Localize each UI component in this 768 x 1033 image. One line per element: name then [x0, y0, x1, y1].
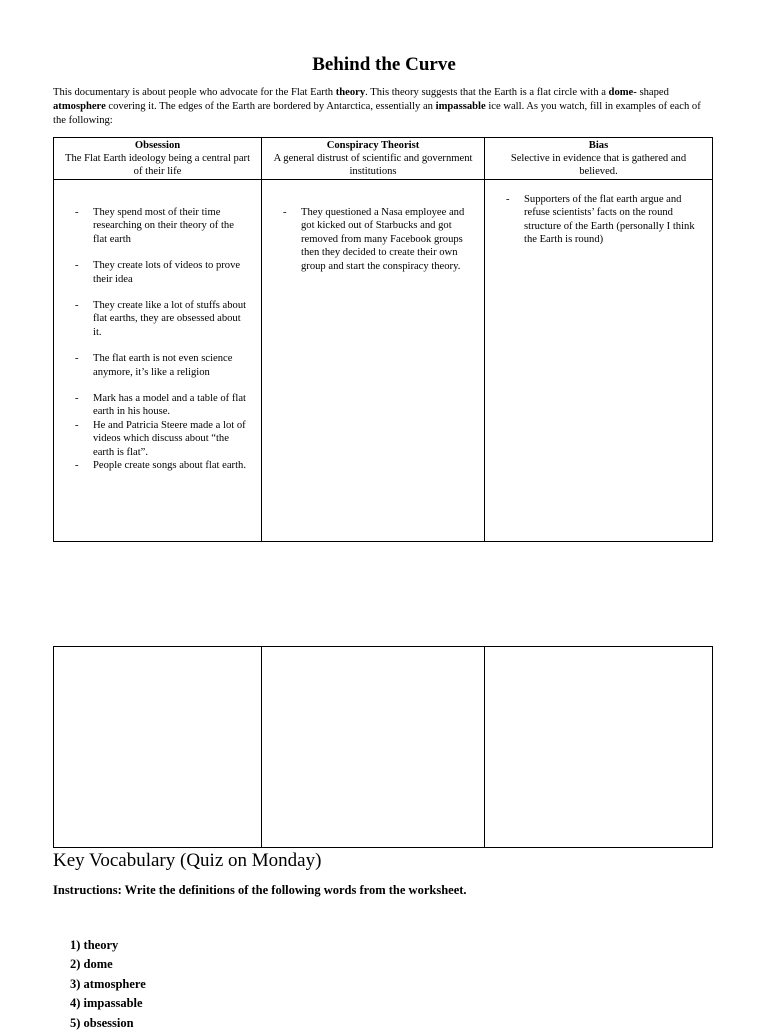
vocabulary-word: 3) atmosphere	[70, 976, 146, 991]
header-row	[54, 138, 713, 180]
vocabulary-word: 1) theory	[70, 938, 119, 952]
blank-cell[interactable]	[262, 647, 485, 848]
list-item: - The flat earth is not even science anymore, it’s like a religion	[75, 352, 249, 379]
intro-keyword-impassable: impassable	[435, 101, 486, 112]
list-item: - They create like a lot of stuffs about flat earths, they are obsessed about it.	[75, 299, 249, 339]
answers-row	[54, 180, 713, 542]
intro-text: covering it. The edges of the Earth are bordered by Antarctica, essentially an	[105, 101, 436, 112]
list-item: - They spend most of their time researching on their theory of the flat earth	[75, 206, 249, 246]
header-description: Selective in evidence that is gathered and believed.	[510, 153, 687, 177]
obsession-list	[54, 180, 261, 473]
header-title: Conspiracy Theorist	[326, 140, 420, 151]
intro-text: This documentary is about people who advocate for the Flat Earth	[53, 87, 336, 98]
bias-list	[485, 180, 712, 247]
vocabulary-word: 2) dome	[70, 957, 113, 972]
list-item: - Supporters of the flat earth argue and refuse scientists’ facts on the round structure of the Earth (personally I think the Earth is round)	[506, 193, 698, 247]
intro-keyword-atmosphere: atmosphere	[53, 101, 106, 112]
examples-table	[53, 137, 713, 542]
header-description: A general distrust of scientific and government institutions	[273, 153, 473, 177]
intro-text: . This theory suggests that the Earth is a flat circle with a	[365, 87, 609, 98]
intro-keyword-dome: dome-	[608, 87, 637, 98]
header-description: The Flat Earth ideology being a central part of their life	[64, 153, 251, 177]
header-title: Obsession	[134, 140, 181, 151]
list-item: - He and Patricia Steere made a lot of videos which discuss about “the earth is flat”.	[75, 419, 249, 459]
vocabulary-word: 5) obsession	[70, 1015, 134, 1030]
header-title: Bias	[588, 140, 609, 151]
list-item: - They create lots of videos to prove their idea	[75, 259, 249, 286]
list-item: - Mark has a model and a table of flat earth in his house.	[75, 392, 249, 419]
bias-cell[interactable]	[485, 180, 713, 542]
list-item: - People create songs about flat earth.	[75, 459, 249, 472]
intro-text: shaped	[636, 87, 669, 98]
intro-text: ice wall. As you watch, fill in examples of each of the following:	[53, 101, 701, 126]
vocabulary-heading: Key Vocabulary (Quiz on Monday)	[53, 850, 322, 871]
intro-keyword-theory: theory	[335, 87, 366, 98]
header-bias	[485, 138, 713, 180]
vocabulary-list	[70, 936, 146, 1033]
conspiracy-cell[interactable]	[262, 180, 485, 542]
conspiracy-list	[262, 180, 484, 273]
list-item: - They questioned a Nasa employee and got kicked out of Starbucks and got removed from many Facebook groups then they decided to create their own group and start the conspiracy theory.	[283, 206, 470, 273]
blank-cell[interactable]	[54, 647, 262, 848]
blank-row	[54, 647, 713, 848]
vocabulary-word: 4) impassable	[70, 996, 143, 1011]
vocabulary-instructions: Instructions: Write the definitions of the following words from the worksheet.	[53, 883, 467, 897]
obsession-cell[interactable]	[54, 180, 262, 542]
blank-table	[53, 646, 713, 848]
page-title: Behind the Curve	[312, 54, 456, 75]
header-conspiracy-theorist	[262, 138, 485, 180]
blank-cell[interactable]	[485, 647, 713, 848]
intro-paragraph	[53, 86, 715, 128]
header-obsession	[54, 138, 262, 180]
